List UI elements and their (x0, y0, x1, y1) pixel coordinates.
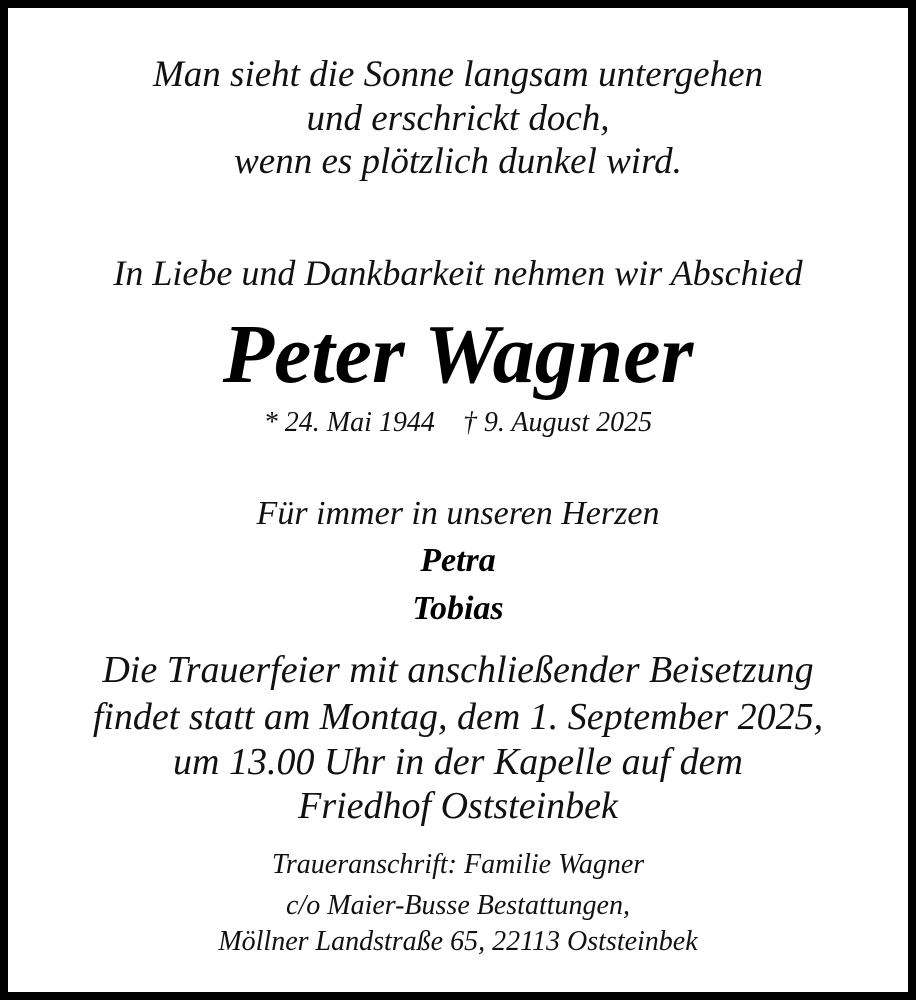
service-line: findet statt am Montag, dem 1. September 2025, (92, 696, 824, 738)
verse-line: wenn es plötzlich dunkel wird. (234, 141, 682, 182)
family-heading: Für immer in unseren Herzen (256, 495, 660, 532)
intro-line: In Liebe und Dankbarkeit nehmen wir Abschied (113, 253, 803, 293)
family-member: Petra (420, 542, 496, 579)
family-member: Tobias (412, 590, 504, 627)
address-line: Möllner Landstraße 65, 22113 Oststeinbek (218, 926, 698, 957)
life-dates (8, 398, 908, 448)
service-line: um 13.00 Uhr in der Kapelle auf dem (173, 741, 743, 783)
address-line: Traueranschrift: Familie Wagner (271, 849, 645, 880)
birth-date: * 24. Mai 1944 (263, 407, 435, 438)
verse-line: Man sieht die Sonne langsam untergehen (152, 54, 764, 95)
verse-line: und erschrickt doch, (306, 98, 610, 139)
death-date: † 9. August 2025 (462, 407, 653, 438)
address-line: c/o Maier-Busse Bestattungen, (286, 890, 630, 921)
service-line: Friedhof Oststeinbek (298, 785, 618, 827)
deceased-name: Peter Wagner (222, 308, 694, 401)
service-line: Die Trauerfeier mit anschließender Beisetzung (102, 649, 814, 691)
